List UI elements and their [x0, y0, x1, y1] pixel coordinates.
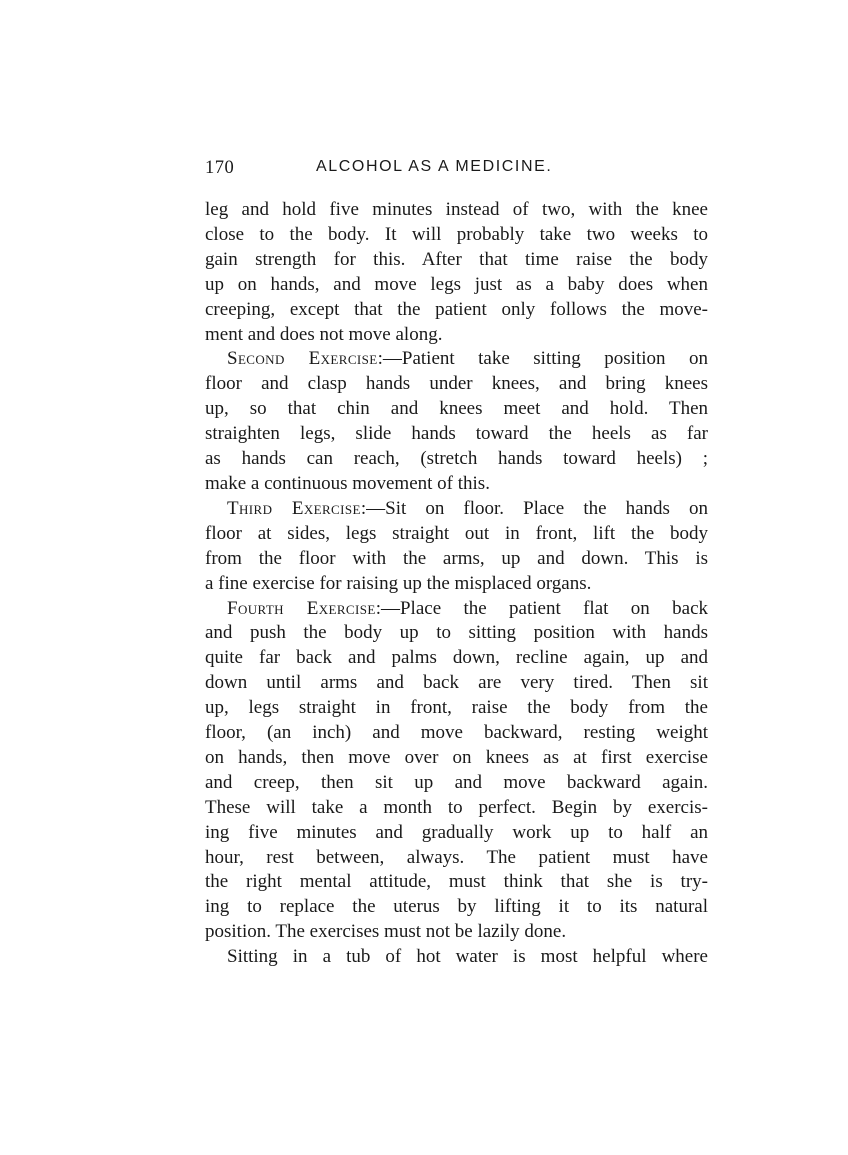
text-fragment: :—Place the patient flat on back [375, 597, 708, 619]
text-line: floor, (an inch) and move backward, resting weight [205, 722, 708, 744]
text-line: straighten legs, slide hands toward the heels as far [205, 423, 708, 445]
text-line: close to the body. It will probably take two weeks to [205, 223, 708, 245]
text-line: ing five minutes and gradually work up to half an [205, 821, 708, 843]
text-line: hour, rest between, always. The patient must have [205, 846, 708, 868]
text-line: up on hands, and move legs just as a baby does when [205, 273, 708, 295]
text-line: These will take a month to perfect. Begin by exercis- [205, 796, 708, 818]
text-line: a fine exercise for raising up the misplaced organs. [205, 572, 592, 594]
text-line: ment and does not move along. [205, 323, 443, 345]
text-line: quite far back and palms down, recline again, up and [205, 647, 708, 669]
text-line: creeping, except that the patient only follows the move- [205, 298, 708, 320]
text-line: make a continuous movement of this. [205, 472, 490, 494]
paragraph-second-exercise [205, 347, 708, 496]
text-line: floor at sides, legs straight out in front, lift the body [205, 522, 708, 544]
text-line: up, legs straight in front, raise the body from the [205, 697, 708, 719]
text-line: and push the body up to sitting position with hands [205, 622, 708, 644]
text-line: up, so that chin and knees meet and hold. Then [205, 398, 708, 420]
text-line [205, 597, 708, 622]
text-line: as hands can reach, (stretch hands toward heels) ; [205, 448, 708, 470]
body-text [205, 198, 708, 970]
running-head [205, 152, 708, 188]
text-fragment: :—Sit on floor. Place the hands on [360, 497, 708, 519]
text-line: down until arms and back are very tired. Then sit [205, 672, 708, 694]
exercise-heading: Fourth Exercise [227, 597, 376, 619]
text-line: on hands, then move over on knees as at first exercise [205, 746, 708, 768]
text-line [205, 497, 708, 522]
text-line: ing to replace the uterus by lifting it to its natural [205, 896, 708, 918]
text-line: and creep, then sit up and move backward again. [205, 771, 708, 793]
text-line: the right mental attitude, must think that she is try- [205, 871, 708, 893]
text-line: position. The exercises must not be lazily done. [205, 921, 567, 943]
text-line: gain strength for this. After that time raise the body [205, 248, 708, 270]
text-line: from the floor with the arms, up and down. This is [205, 547, 708, 569]
text-fragment: :—Patient take sitting position on [377, 348, 708, 370]
exercise-heading: Third Exercise [227, 497, 361, 519]
paragraph-third-exercise [205, 497, 708, 597]
text-line: Sitting in a tub of hot water is most helpful where [227, 946, 708, 968]
paragraph-continuation [205, 198, 708, 347]
paragraph-fourth-exercise [205, 597, 708, 946]
running-title: ALCOHOL AS A MEDICINE. [316, 158, 553, 175]
text-line: leg and hold five minutes instead of two, with the knee [205, 199, 708, 220]
text-line: floor and clasp hands under knees, and bring knees [205, 373, 708, 395]
book-page [205, 152, 708, 970]
exercise-heading: Second Exercise [227, 348, 378, 370]
text-line [205, 347, 708, 372]
paragraph-hot-water [205, 945, 708, 970]
page-number: 170 [205, 158, 235, 178]
